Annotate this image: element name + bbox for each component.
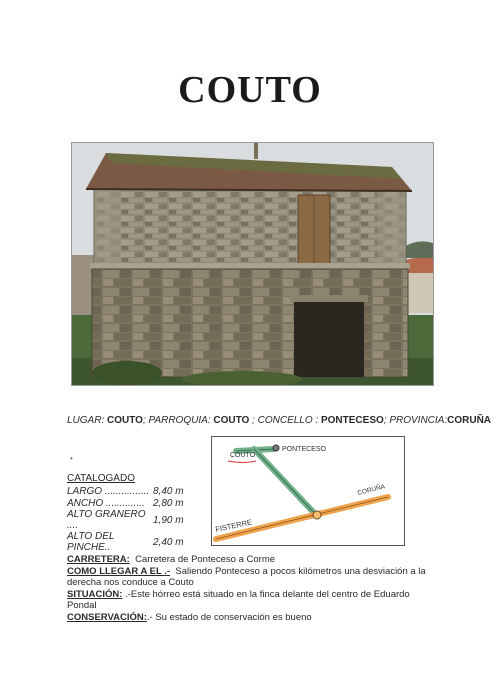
catalog-row [67,531,184,553]
page-title: COUTO [178,69,322,111]
carretera-value: Carretera de Ponteceso a Corme [135,554,276,565]
lugar-value: COUTO [107,415,143,426]
catalog-heading: CATALOGADO [67,473,135,484]
carretera-line [67,554,427,566]
map-label-ponteceso: PONTECESO [282,446,326,453]
concello-label: CONCELLO : [257,415,319,426]
parroquia-label: PARROQUIA: [148,415,211,426]
llegar-label: COMO LLEGAR A EL .- [67,565,171,577]
catalog-value: 2,80 m [153,497,184,509]
catalog-row [67,485,184,497]
carretera-label: CARRETERA: [67,554,130,565]
catalog-name: LARGO ................ [67,485,150,497]
map-label-coruna: CORUÑA [356,483,386,497]
llegar-value: Saliendo Ponteceso a pocos kilómetros una desviación a la derecha nos conduce a Couto [67,565,426,588]
catalog-section [67,473,184,553]
provincia-label: PROVINCIA: [389,415,448,426]
location-line: LUGAR: COUTO; PARROQUIA: COUTO ; CONCELLO : PONTECESO; PROVINCIA:CORUÑA [67,415,492,426]
catalog-name: ALTO GRANERO .... [67,509,146,531]
map-label-fisterre: FISTERRE [214,517,253,534]
provincia-value: CORUÑA [447,415,492,426]
catalog-name: ANCHO .............. [67,497,145,509]
situacion-line [67,589,427,612]
lugar-label: LUGAR: [67,415,105,426]
llegar-line [67,566,427,589]
conservacion-label: CONSERVACIÓN: [67,611,147,623]
situacion-value: .-Este hórreo está situado en la finca delante del centro de Eduardo Pondal [67,588,410,611]
horreo-photo [71,142,434,386]
catalog-row [67,509,184,531]
concello-value: PONTECESO [320,415,384,426]
catalog-name: ALTO DEL PINCHE.. [67,531,115,553]
location-map [211,436,405,546]
catalog-row [67,497,184,509]
catalog-table [67,485,184,553]
situacion-label: SITUACIÓN: [67,588,123,600]
conservacion-line [67,612,427,624]
ponteceso-marker [273,445,279,451]
details-block [67,554,427,623]
map-label-couto: COUTO [230,452,256,459]
conservacion-value: .- Su estado de conservación es bueno [146,611,312,623]
catalog-value: 2,40 m [153,536,184,548]
catalog-value: 1,90 m [153,514,184,526]
bullet-mark: • [70,454,73,463]
catalog-value: 8,40 m [153,485,184,497]
junction-marker [313,511,321,519]
parroquia-value: COUTO [213,415,250,426]
